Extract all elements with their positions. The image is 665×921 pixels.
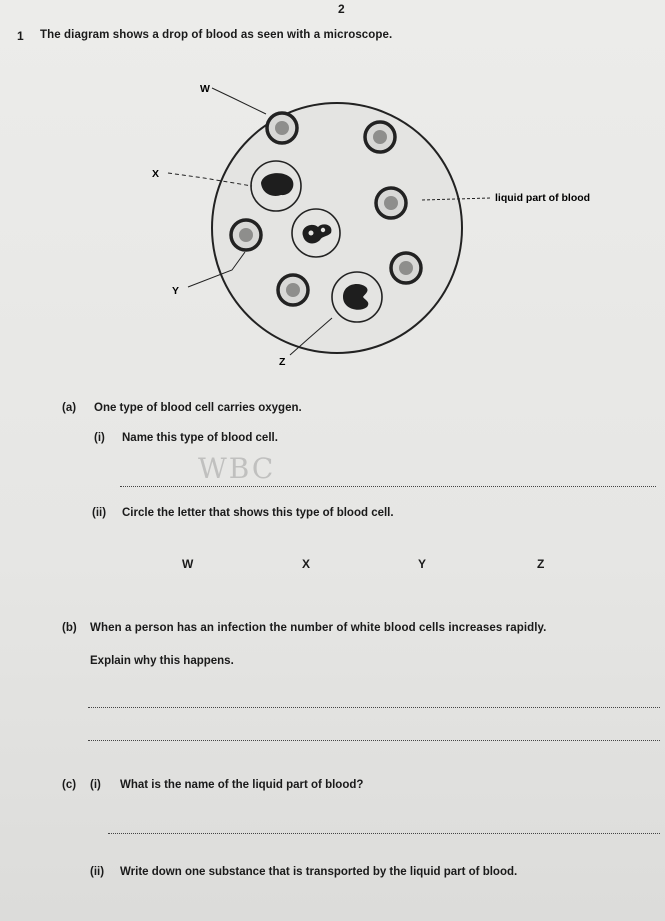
part-c-ii-label: (ii) <box>90 866 105 878</box>
choice-letter-w[interactable]: W <box>182 557 194 571</box>
label-w: W <box>200 83 210 95</box>
white-blood-cell-x <box>251 161 301 211</box>
part-a-text: One type of blood cell carries oxygen. <box>94 402 302 414</box>
handwritten-answer: WBC <box>198 452 276 485</box>
part-c-i-text: What is the name of the liquid part of blood? <box>120 779 364 791</box>
answer-line-a-i[interactable] <box>120 486 656 487</box>
part-c-label: (c) <box>62 779 77 791</box>
red-blood-cell <box>278 275 308 305</box>
part-b-text: When a person has an infection the number of white blood cells increases rapidly. <box>90 622 547 634</box>
part-c-ii-text: Write down one substance that is transported by the liquid part of blood. <box>120 866 518 878</box>
part-a-i-text: Name this type of blood cell. <box>122 432 278 444</box>
answer-line-b-1[interactable] <box>88 707 660 708</box>
label-line-w <box>212 88 266 114</box>
label-x: X <box>152 168 160 180</box>
label-y: Y <box>172 285 180 297</box>
white-blood-cell-y <box>332 272 382 322</box>
part-a-ii-text: Circle the letter that shows this type of blood cell. <box>122 507 394 519</box>
answer-line-b-2[interactable] <box>88 740 660 741</box>
choice-letter-z[interactable]: Z <box>537 557 545 571</box>
page-number: 2 <box>338 2 345 16</box>
part-b-prompt: Explain why this happens. <box>90 655 234 667</box>
red-blood-cell <box>391 253 421 283</box>
blood-drop-diagram <box>0 0 665 400</box>
label-liquid-part: liquid part of blood <box>495 192 591 204</box>
part-a-label: (a) <box>62 402 77 414</box>
choice-letter-x[interactable]: X <box>302 557 311 571</box>
red-blood-cell <box>365 122 395 152</box>
question-number: 1 <box>17 29 24 43</box>
white-blood-cell <box>292 209 340 257</box>
part-a-ii-label: (ii) <box>92 507 107 519</box>
choice-letter-y[interactable]: Y <box>418 557 427 571</box>
part-a-i-label: (i) <box>94 432 105 444</box>
label-z: Z <box>279 356 286 368</box>
part-c-i-label: (i) <box>90 779 101 791</box>
question-stem: The diagram shows a drop of blood as seen with a microscope. <box>40 29 393 41</box>
red-blood-cell <box>231 220 261 250</box>
answer-line-c-i[interactable] <box>108 833 660 834</box>
red-blood-cell <box>267 113 297 143</box>
part-b-label: (b) <box>62 622 77 634</box>
red-blood-cell <box>376 188 406 218</box>
